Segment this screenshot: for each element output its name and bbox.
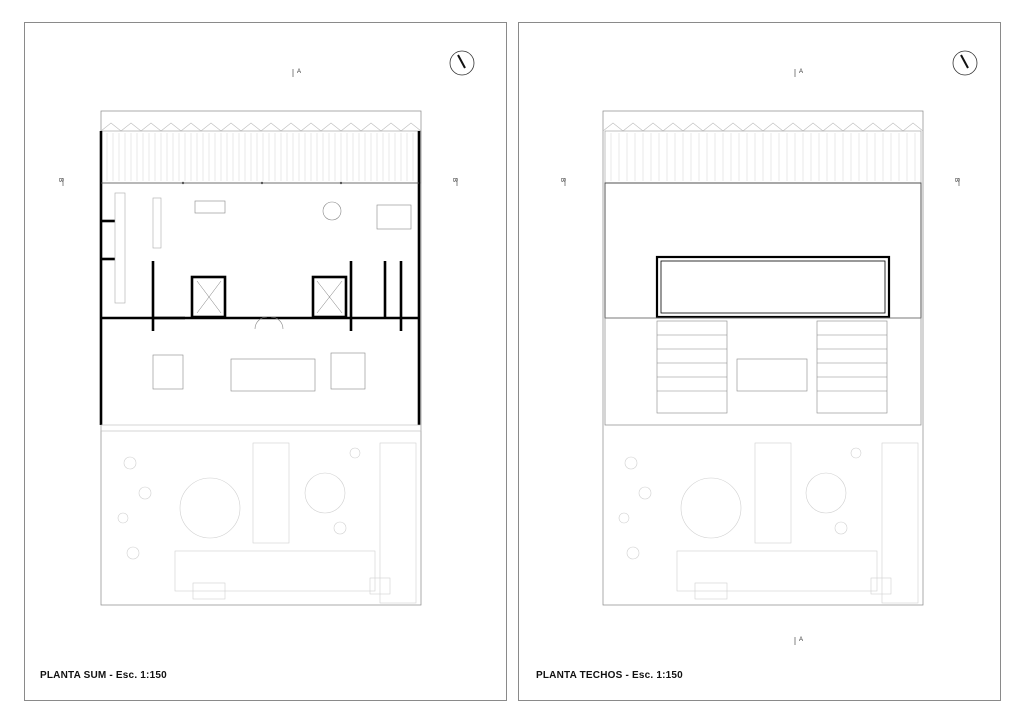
- sheet-caption: PLANTA SUM - Esc. 1:150: [40, 670, 167, 681]
- section-a-bottom-label: A: [799, 637, 804, 643]
- section-markers: [565, 69, 959, 645]
- floor-plan-sum: [25, 23, 506, 700]
- landscape: [619, 443, 918, 603]
- section-b-left-label: B: [559, 177, 566, 183]
- roof-plan: [519, 23, 1000, 700]
- site-boundary: [101, 111, 421, 605]
- sheet-caption: PLANTA TECHOS - Esc. 1:150: [536, 670, 683, 681]
- sheet-planta-techos: [518, 22, 1001, 701]
- section-b-right-label: B: [953, 177, 960, 183]
- landscape: [118, 443, 416, 603]
- main-roof: [605, 183, 921, 318]
- walls: [101, 131, 419, 425]
- skylight: [657, 257, 889, 317]
- section-markers: [63, 69, 457, 186]
- section-a-top-label: A: [799, 69, 804, 75]
- north-arrow-icon: [953, 51, 977, 75]
- site-boundary: [603, 111, 923, 605]
- sheet-planta-sum: [24, 22, 507, 701]
- section-b-left-label: B: [57, 177, 64, 183]
- section-a-top-label: A: [297, 69, 302, 75]
- lower-roof-blocks: [657, 321, 887, 413]
- section-b-right-label: B: [451, 177, 458, 183]
- north-arrow-icon: [450, 51, 474, 75]
